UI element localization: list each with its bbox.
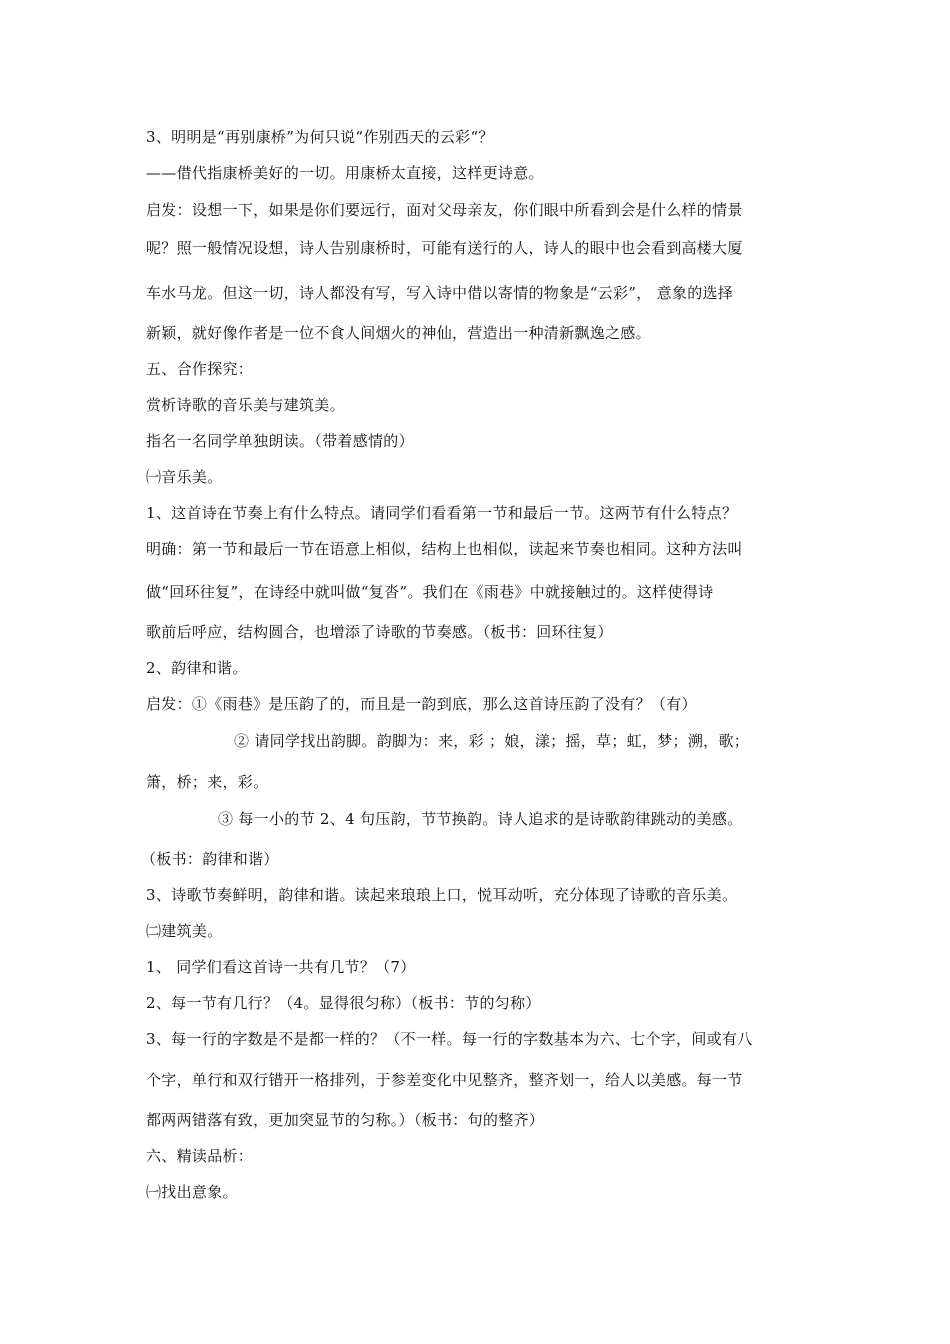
- text-line: 3、诗歌节奏鲜明，韵律和谐。读起来琅琅上口，悦耳动听，充分体现了诗歌的音乐美。: [146, 886, 738, 904]
- text-line: 新颖，就好像作者是一位不食人间烟火的神仙，营造出一种清新飘逸之感。: [146, 324, 651, 342]
- text-line: 个字，单行和双行错开一格排列，于参差变化中见整齐，整齐划一，给人以美感。每一节: [146, 1071, 743, 1089]
- text-line: 赏析诗歌的音乐美与建筑美。: [146, 396, 345, 414]
- text-line: 2、每一节有几行？（4。显得很匀称）（板书：节的匀称）: [146, 994, 541, 1012]
- text-line: （板书：韵律和谐）: [141, 850, 279, 868]
- text-line: 做“回环往复”，在诗经中就叫做“复沓”。我们在《雨巷》中就接触过的。这样使得诗: [146, 583, 714, 601]
- text-line: 2、韵律和谐。: [146, 659, 248, 677]
- section-heading: 五、合作探究：: [146, 360, 254, 378]
- text-line: 1、这首诗在节奏上有什么特点。请同学们看看第一节和最后一节。这两节有什么特点？: [146, 504, 738, 522]
- text-line: 都两两错落有致，更加突显节的匀称。）（板书：句的整齐）: [146, 1111, 545, 1129]
- text-line: 呢？照一般情况设想，诗人告别康桥时，可能有送行的人，诗人的眼中也会看到高楼大厦: [146, 239, 743, 257]
- text-line: 车水马龙。但这一切，诗人都没有写，写入诗中借以寄情的物象是“云彩”， 意象的选择: [146, 284, 734, 302]
- text-line: 歌前后呼应，结构圆合，也增添了诗歌的节奏感。（板书：回环往复）: [146, 623, 613, 641]
- text-line: 箫，桥；来，彩。: [146, 773, 269, 791]
- text-line: 启发：①《雨巷》是压韵了的，而且是一韵到底，那么这首诗压韵了没有？（有）: [146, 695, 697, 713]
- text-line: ③ 每一小的节 2、4 句压韵，节节换韵。诗人追求的是诗歌韵律跳动的美感。: [218, 810, 743, 828]
- subsection-heading: ㈡建筑美。: [146, 922, 223, 940]
- text-line: 启发：设想一下，如果是你们要远行，面对父母亲友，你们眼中所看到会是什么样的情景: [146, 201, 743, 219]
- text-line: 3、明明是“再别康桥”为何只说“作别西天的云彩“？: [146, 128, 494, 146]
- text-line: ② 请同学找出韵脚。韵脚为：来，彩 ；娘，漾；摇，草；虹，梦；溯，歌；: [234, 732, 750, 750]
- text-line: 1、 同学们看这首诗一共有几节？（7）: [146, 958, 416, 976]
- section-heading: 六、精读品析：: [146, 1147, 254, 1165]
- text-line: 明确：第一节和最后一节在语意上相似，结构上也相似，读起来节奏也相同。这种方法叫: [146, 540, 743, 558]
- text-line: 3、每一行的字数是不是都一样的？（不一样。每一行的字数基本为六、七个字，间或有八: [146, 1030, 753, 1048]
- subsection-heading: ㈠音乐美。: [146, 468, 223, 486]
- text-line: 指名一名同学单独朗读。（带着感情的）: [146, 432, 414, 450]
- text-line: ——借代指康桥美好的一切。用康桥太直接，这样更诗意。: [146, 164, 544, 182]
- subsection-heading: ㈠找出意象。: [146, 1183, 238, 1201]
